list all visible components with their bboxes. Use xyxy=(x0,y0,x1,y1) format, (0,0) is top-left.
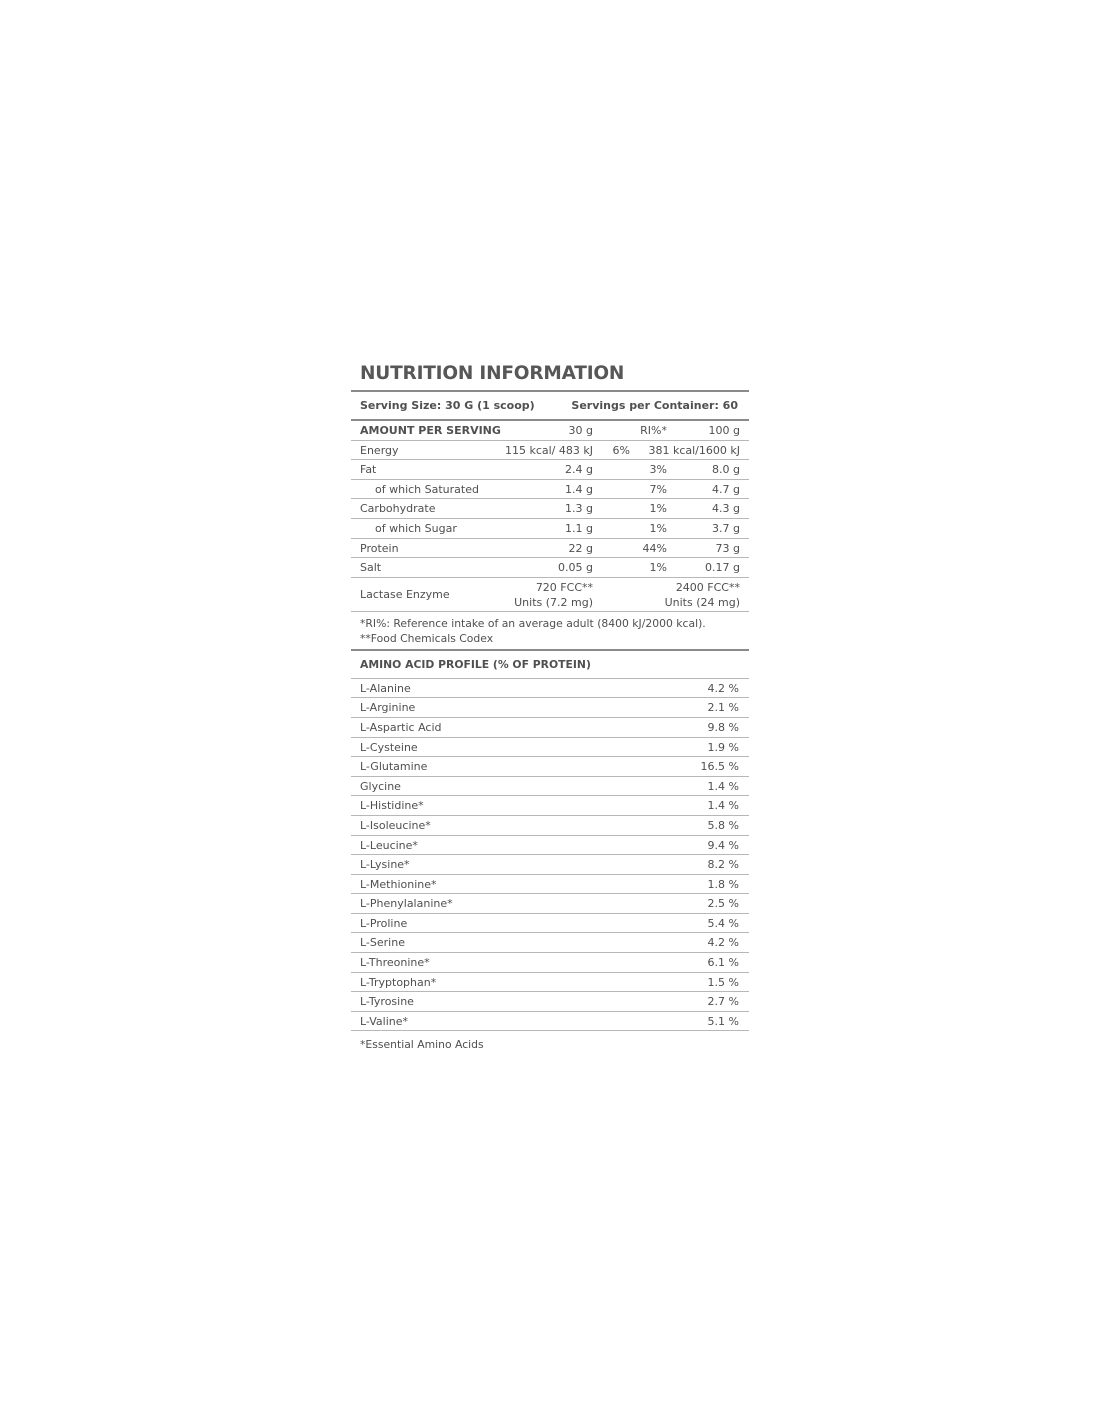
nutrient-name: Energy xyxy=(360,443,399,457)
amino-acid-name: L-Glutamine xyxy=(360,760,428,774)
amino-acid-value: 1.8 % xyxy=(707,877,739,891)
nutrition-row-protein xyxy=(351,539,749,559)
amino-acid-row xyxy=(351,718,749,738)
nutrient-name: Lactase Enzyme xyxy=(360,587,450,601)
amino-acid-value: 4.2 % xyxy=(707,681,739,695)
ri-footnote: *RI%: Reference intake of an average adult (8400 kJ/2000 kcal). xyxy=(360,616,706,630)
nutrition-panel xyxy=(351,362,749,1051)
nutrition-row-sugar xyxy=(351,519,749,539)
lactase-per-100 xyxy=(665,580,740,610)
nutrient-name: of which Sugar xyxy=(375,521,457,535)
amino-acid-name: L-Tyrosine xyxy=(360,995,414,1009)
footnotes xyxy=(351,612,749,651)
amino-acid-row xyxy=(351,855,749,875)
serving-info xyxy=(351,392,749,421)
nutrient-name: of which Saturated xyxy=(375,482,479,496)
amino-acid-value: 1.4 % xyxy=(707,779,739,793)
amino-acid-name: L-Arginine xyxy=(360,701,416,715)
amino-acid-value: 9.4 % xyxy=(707,838,739,852)
amino-acid-value: 8.2 % xyxy=(707,858,739,872)
amino-acid-value: 9.8 % xyxy=(707,720,739,734)
amino-acid-value: 2.5 % xyxy=(707,897,739,911)
nutrition-row-fat xyxy=(351,460,749,480)
lactase-per-100-line1: 2400 FCC** xyxy=(675,580,740,594)
nutrient-per-serving: 1.1 g xyxy=(565,521,593,535)
amino-acid-name: L-Aspartic Acid xyxy=(360,720,442,734)
nutrient-ri: 6% xyxy=(612,443,630,457)
nutrient-per-serving: 1.3 g xyxy=(565,502,593,516)
nutrient-ri: 7% xyxy=(649,482,667,496)
nutrition-header-row xyxy=(351,421,749,441)
lactase-per-serving-line1: 720 FCC** xyxy=(535,580,593,594)
header-label: AMOUNT PER SERVING xyxy=(360,424,501,437)
amino-acid-row xyxy=(351,894,749,914)
nutrient-name: Fat xyxy=(360,463,377,477)
amino-acid-name: L-Isoleucine* xyxy=(360,818,431,832)
nutrient-per-serving: 1.4 g xyxy=(565,482,593,496)
nutrient-per-100: 73 g xyxy=(715,541,740,555)
nutrient-per-serving: 115 kcal/ 483 kJ xyxy=(504,443,593,457)
amino-acid-row xyxy=(351,757,749,777)
amino-acid-row xyxy=(351,698,749,718)
panel-title: NUTRITION INFORMATION xyxy=(351,362,749,392)
nutrient-per-serving: 22 g xyxy=(568,541,593,555)
lactase-per-100-line2: Units (24 mg) xyxy=(664,595,740,609)
amino-acid-value: 16.5 % xyxy=(700,760,739,774)
amino-acid-name: L-Cysteine xyxy=(360,740,418,754)
lactase-per-serving xyxy=(514,580,593,610)
amino-acid-name: L-Leucine* xyxy=(360,838,418,852)
nutrient-per-100: 381 kcal/1600 kJ xyxy=(648,443,740,457)
nutrient-ri: 44% xyxy=(642,541,667,555)
nutrient-ri: 1% xyxy=(649,561,667,575)
amino-acid-value: 1.9 % xyxy=(707,740,739,754)
amino-acid-row xyxy=(351,1012,749,1032)
amino-acid-value: 1.4 % xyxy=(707,799,739,813)
amino-acid-name: L-Tryptophan* xyxy=(360,975,437,989)
amino-acid-heading: AMINO ACID PROFILE (% OF PROTEIN) xyxy=(351,651,749,679)
amino-acid-row xyxy=(351,679,749,699)
amino-acid-row xyxy=(351,973,749,993)
amino-acid-row xyxy=(351,777,749,797)
amino-acid-row xyxy=(351,953,749,973)
amino-acid-value: 5.4 % xyxy=(707,916,739,930)
amino-acid-row xyxy=(351,933,749,953)
amino-acid-value: 1.5 % xyxy=(707,975,739,989)
nutrient-per-100: 3.7 g xyxy=(712,521,740,535)
amino-acid-row xyxy=(351,875,749,895)
servings-per-container: Servings per Container: 60 xyxy=(571,399,738,412)
nutrient-name: Carbohydrate xyxy=(360,502,436,516)
nutrient-per-100: 4.7 g xyxy=(712,482,740,496)
nutrient-per-100: 4.3 g xyxy=(712,502,740,516)
amino-acid-row xyxy=(351,796,749,816)
nutrition-row-salt xyxy=(351,558,749,578)
amino-acid-name: L-Histidine* xyxy=(360,799,424,813)
amino-acid-row xyxy=(351,738,749,758)
amino-acid-list xyxy=(351,679,749,1032)
amino-acid-name: L-Alanine xyxy=(360,681,411,695)
nutrient-per-serving: 2.4 g xyxy=(565,463,593,477)
nutrient-ri: 1% xyxy=(649,521,667,535)
essential-amino-footnote: *Essential Amino Acids xyxy=(360,1038,484,1052)
amino-acid-name: L-Serine xyxy=(360,936,405,950)
amino-acid-name: L-Valine* xyxy=(360,1014,409,1028)
nutrient-name: Salt xyxy=(360,561,382,575)
nutrient-per-100: 0.17 g xyxy=(705,561,740,575)
nutrition-row-lactase xyxy=(351,578,749,612)
amino-acid-name: L-Proline xyxy=(360,916,408,930)
nutrition-row-carbohydrate xyxy=(351,499,749,519)
amino-acid-name: Glycine xyxy=(360,779,401,793)
fcc-footnote: **Food Chemicals Codex xyxy=(360,631,494,645)
nutrient-name: Protein xyxy=(360,541,399,555)
amino-acid-value: 6.1 % xyxy=(707,956,739,970)
nutrition-row-saturated xyxy=(351,480,749,500)
amino-acid-name: L-Methionine* xyxy=(360,877,437,891)
header-per-serving: 30 g xyxy=(568,424,593,437)
nutrient-ri: 1% xyxy=(649,502,667,516)
amino-acid-value: 5.1 % xyxy=(707,1014,739,1028)
amino-acid-value: 5.8 % xyxy=(707,818,739,832)
amino-acid-row xyxy=(351,992,749,1012)
amino-acid-row xyxy=(351,816,749,836)
amino-acid-value: 2.7 % xyxy=(707,995,739,1009)
nutrient-ri: 3% xyxy=(649,463,667,477)
serving-size: Serving Size: 30 G (1 scoop) xyxy=(360,399,535,412)
amino-acid-row xyxy=(351,836,749,856)
amino-acid-name: L-Phenylalanine* xyxy=(360,897,453,911)
amino-acid-value: 2.1 % xyxy=(707,701,739,715)
nutrition-row-energy xyxy=(351,441,749,461)
nutrient-per-100: 8.0 g xyxy=(712,463,740,477)
amino-acid-name: L-Lysine* xyxy=(360,858,410,872)
header-per-100: 100 g xyxy=(708,424,740,437)
amino-acid-name: L-Threonine* xyxy=(360,956,430,970)
nutrient-per-serving: 0.05 g xyxy=(558,561,593,575)
header-ri: RI%* xyxy=(640,424,667,437)
lactase-per-serving-line2: Units (7.2 mg) xyxy=(514,595,593,609)
amino-acid-value: 4.2 % xyxy=(707,936,739,950)
amino-acid-row xyxy=(351,914,749,934)
